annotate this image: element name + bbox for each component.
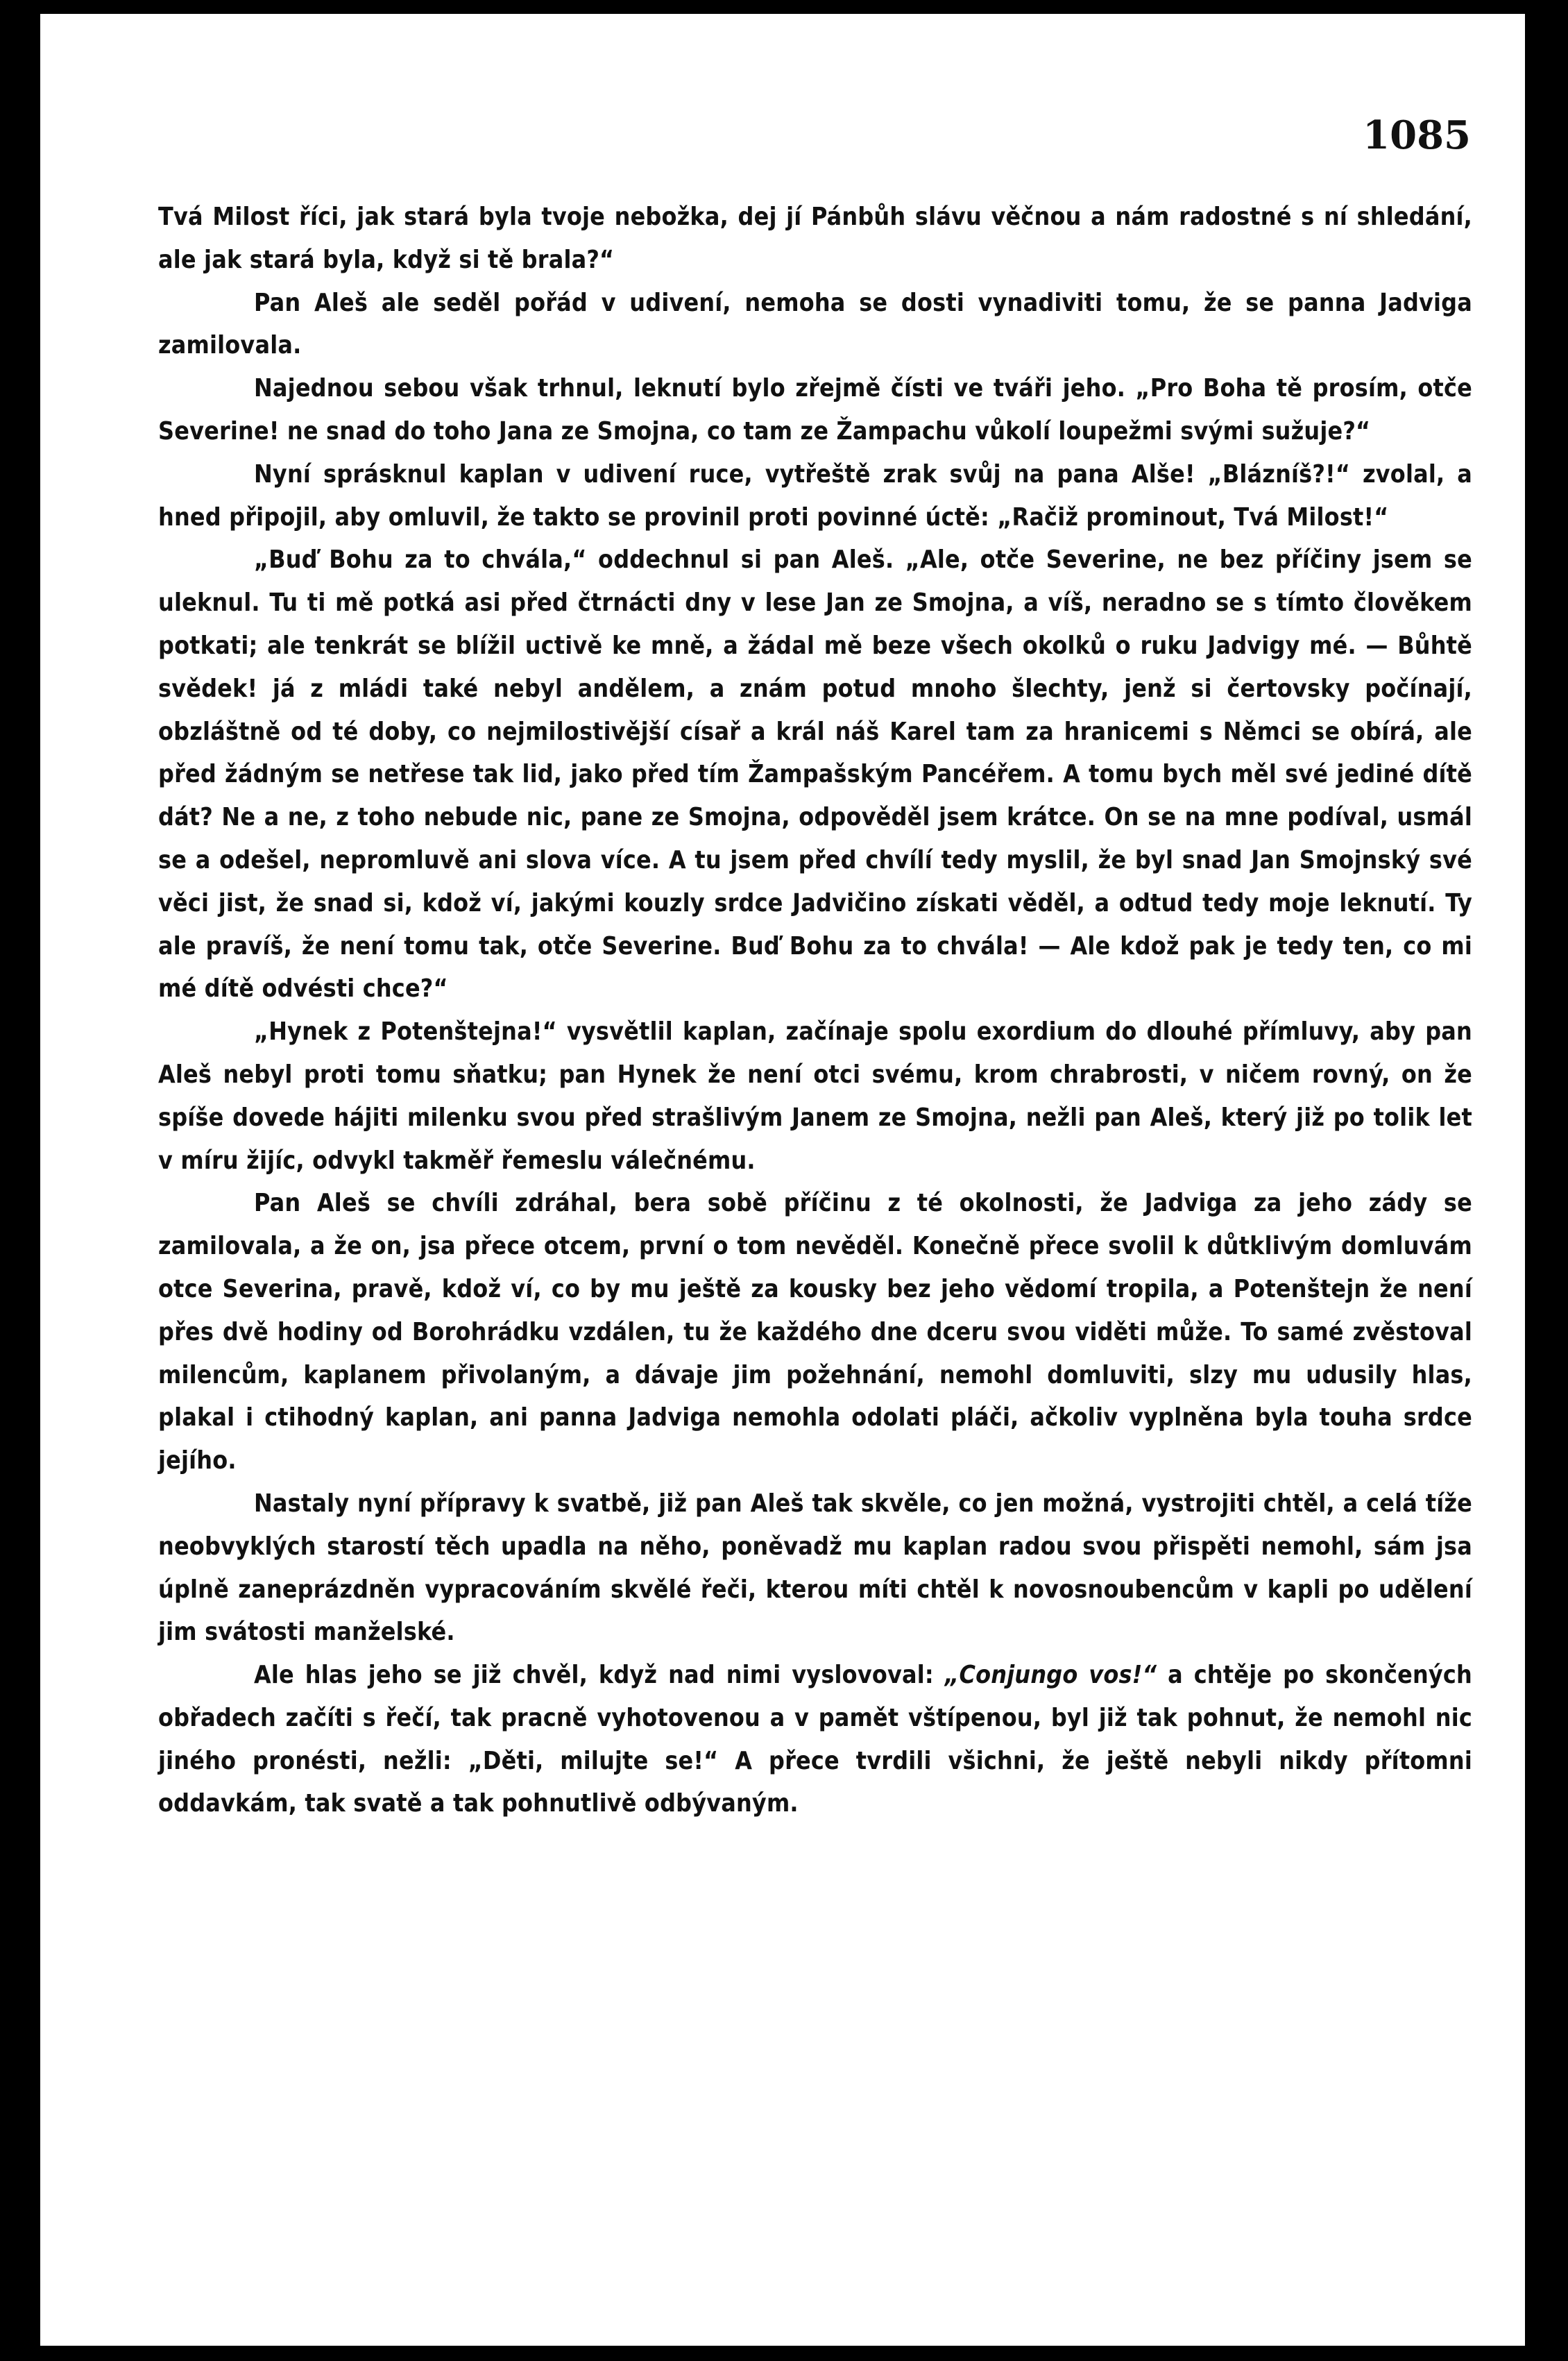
paragraph-8: Nastaly nyní přípravy k svatbě, již pan Aleš tak skvěle, co jen možná, vystrojiti chtěl, a celá tíže neobvyklých starostí těch upadla na něho, poněvadž mu kaplan radou svou přispěti nemohl, sám jsa úplně zaneprázdněn vypracováním skvělé řeči, kterou míti chtěl k novosnoubencům v kapli po udělení jim svátosti manželské. (158, 1489, 1472, 1647)
page-number: 1085 (1363, 112, 1471, 158)
paragraph-9 (158, 1654, 1472, 1825)
paragraph-2: Pan Aleš ale seděl pořád v udivení, nemoha se dosti vynadiviti tomu, že se panna Jadviga zamilovala. (158, 288, 1472, 360)
latin-phrase: „Conjungo vos!“ (944, 1661, 1157, 1690)
book-page (40, 14, 1525, 2346)
paragraph-6: „Hynek z Potenštejna!“ vysvětlil kaplan, začínaje spolu exordium do dlouhé přímluvy, aby pan Aleš nebyl proti tomu sňatku; pan Hynek že není otci svému, krom chrabrosti, v ničem rovný, on že spíše dovede hájiti milenku svou před strašlivým Janem ze Smojna, nežli pan Aleš, který již po tolik let v míru žijíc, odvykl takměř řemeslu válečnému. (158, 1017, 1472, 1175)
paragraph-1: Tvá Milost říci, jak stará byla tvoje nebožka, dej jí Pánbůh slávu věčnou a nám radostné s ní shledání, ale jak stará byla, když si tě brala?“ (158, 203, 1472, 274)
paragraph-9-start: Ale hlas jeho se již chvěl, když nad nimi vyslovoval: (254, 1661, 945, 1690)
paragraph-9-end: a chtěje po skončených obřadech začíti s řečí, tak pracně vyhotovenou a v pamět vštípenou, byl již tak pohnut, že nemohl nic jiného pronésti, nežli: „Děti, milujte se!“ A přece tvrdili všichni, že ještě nebyli nikdy přítomni oddavkám, tak svatě a tak pohnutlivě odbývaným. (158, 1661, 1472, 1818)
paragraph-5: „Buď Bohu za to chvála,“ oddechnul si pan Aleš. „Ale, otče Severine, ne bez příčiny jsem se uleknul. Tu ti mě potká asi před čtrnácti dny v lese Jan ze Smojna, a víš, neradno se s tímto člověkem potkati; ale tenkrát se blížil uctivě ke mně, a žádal mě beze všech okolků o ruku Jadvigy mé. — Bůhtě svědek! já z mládi také nebyl andělem, a znám potud mnoho šlechty, jenž si čertovsky počínají, obzláštně od té doby, co nejmilostivější císař a král náš Karel tam za hranicemi s Němci se obírá, ale před žádným se netřese tak lid, jako před tím Žampašským Pancéřem. A tomu bych měl své jediné dítě dát? Ne a ne, z toho nebude nic, pane ze Smojna, odpověděl jsem krátce. On se na mne podíval, usmál se a odešel, nepromluvě ani slova více. A tu jsem před chvílí tedy myslil, že byl snad Jan Smojnský své věci jist, že snad si, kdož ví, jakými kouzly srdce Jadvičino získati věděl, a odtud tedy moje leknutí. Ty ale pravíš, že není tomu tak, otče Severine. Buď Bohu za to chvála! — Ale kdož pak je tedy ten, co mi mé dítě odvésti chce?“ (158, 545, 1472, 1004)
body-text (158, 196, 1472, 1825)
paragraph-7: Pan Aleš se chvíli zdráhal, bera sobě příčinu z té okolnosti, že Jadviga za jeho zády se zamilovala, a že on, jsa přece otcem, první o tom nevěděl. Konečně přece svolil k důtklivým domluvám otce Severina, pravě, kdož ví, co by mu ještě za kousky bez jeho vědomí tropila, a Potenštejn že není přes dvě hodiny od Borohrádku vzdálen, tu že každého dne dceru svou viděti může. To samé zvěstoval milencům, kaplanem přivolaným, a dávaje jim požehnání, nemohl domluviti, slzy mu udusily hlas, plakal i ctihodný kaplan, ani panna Jadviga nemohla odolati pláči, ačkoliv vyplněna byla touha srdce jejího. (158, 1189, 1472, 1475)
paragraph-3: Najednou sebou však trhnul, leknutí bylo zřejmě čísti ve tváři jeho. „Pro Boha tě prosím, otče Severine! ne snad do toho Jana ze Smojna, co tam ze Žampachu vůkolí loupežmi svými sužuje?“ (158, 374, 1472, 446)
paragraph-4: Nyní sprásknul kaplan v udivení ruce, vytřeště zrak svůj na pana Alše! „Blázníš?!“ zvolal, a hned připojil, aby omluvil, že takto se provinil proti povinné úctě: „Račiž prominout, Tvá Milost!“ (158, 459, 1472, 532)
